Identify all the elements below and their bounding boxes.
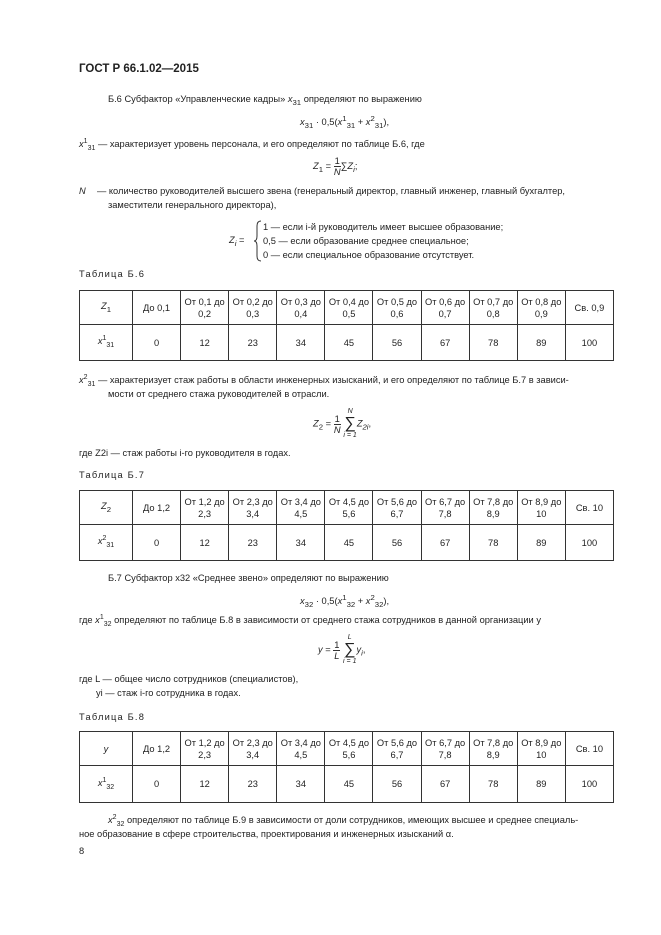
formula-x32: $x_{32} \cdot 0,5(x^1_{32} + x^2_{32})$, (300, 593, 390, 609)
formula-z1-sum-var: Z (347, 160, 354, 171)
table-cell: 23 (229, 525, 277, 561)
formula-z2-frac (334, 414, 341, 435)
table-cell: От 5,6 до 6,7 (373, 491, 421, 525)
x32-2-desc-1: определяют по таблице Б.9 в зависимости от доли сотрудников, имеющих высшее и среднее специаль- (126, 815, 579, 826)
table-cell: От 2,3 до 3,4 (229, 491, 277, 525)
table-b8-head-y: y (80, 732, 133, 766)
table-b8-row-1 (80, 732, 614, 766)
formula-x32-b-sup: 2 (370, 593, 375, 602)
table-cell: 56 (373, 325, 421, 361)
zi-lhs-sub: i (234, 238, 237, 248)
table-cell: 12 (181, 325, 229, 361)
formula-z2-lhs-sub: 2 (318, 422, 323, 432)
x31-2-line: $x^2_{31}$ — характеризует стаж работы в области инженерных изысканий, и его определяют по таблице Б.7 в зависи- (79, 374, 569, 388)
x32-1-line: где $x^1_{32}$ определяют по таблице Б.8 в зависимости от среднего стажа сотрудников в данной организации y (79, 614, 541, 628)
formula-y-sum-bottom: i = 1 (343, 658, 357, 665)
formula-z2-num: 1 (334, 413, 340, 424)
formula-z2-sum-var: Z (356, 418, 363, 429)
table-cell: От 0,2 до 0,3 (229, 291, 277, 325)
b6-intro-line (108, 94, 422, 107)
formula-x32-lhs-sub: 32 (304, 599, 314, 609)
table-cell: От 1,2 до 2,3 (181, 732, 229, 766)
x31-1-desc: — характеризует уровень персонала, и его определяют по таблице Б.6, где (97, 139, 425, 150)
table-cell: 67 (421, 766, 469, 803)
table-cell: До 0,1 (133, 291, 181, 325)
formula-z2: $Z_2$ = $\frac{1}{N}$ N ∑ $i = 1Z_{2i}$, (313, 408, 372, 439)
table-cell: От 6,7 до 7,8 (421, 491, 469, 525)
table-b7-row-2 (80, 525, 614, 561)
formula-y-sum-var: y (356, 644, 362, 655)
table-cell: До 1,2 (133, 732, 181, 766)
table-cell: От 0,7 до 0,8 (469, 291, 517, 325)
table-b8-head-x132: $x^1_{32}$ (80, 766, 133, 803)
n-desc-2: заместители генерального директора), (108, 200, 277, 210)
table-cell: От 0,6 до 0,7 (421, 291, 469, 325)
formula-z1-num: 1 (334, 156, 340, 166)
formula-z1-lhs: Z (313, 160, 319, 171)
table-cell: Св. 10 (565, 732, 613, 766)
formula-y-sum-sub: i (361, 648, 363, 658)
table-cell: От 7,8 до 8,9 (469, 732, 517, 766)
formula-y-sum: L ∑ i = 1 (343, 634, 357, 665)
table-cell: 78 (469, 325, 517, 361)
table-cell: От 8,9 до 10 (517, 732, 565, 766)
x32-1-prefix: где (79, 615, 93, 626)
b6-intro-text: Б.6 Субфактор «Управленческие кадры» (108, 94, 286, 104)
yi-desc: yi — стаж i-го сотрудника в годах. (96, 688, 241, 698)
table-b8 (79, 731, 614, 803)
table-b6-caption: Таблица Б.6 (79, 269, 146, 279)
table-cell: От 7,8 до 8,9 (469, 491, 517, 525)
formula-z2-sum: N ∑ i = 1 (343, 408, 357, 439)
table-cell: 100 (565, 325, 613, 361)
formula-z2-sum-bottom: i = 1 (343, 432, 357, 439)
table-cell: От 0,4 до 0,5 (325, 291, 373, 325)
formula-x32-b: x (365, 596, 371, 607)
table-cell: 34 (277, 525, 325, 561)
formula-x31-b-sub: 31 (374, 120, 384, 130)
zi-case-1: 1 — если i-й руководитель имеет высшее образование; (263, 222, 504, 232)
table-cell: 100 (565, 525, 613, 561)
formula-x31-lhs: x (300, 117, 305, 128)
table-cell: 23 (229, 325, 277, 361)
page-header-title: ГОСТ Р 66.1.02—2015 (79, 63, 199, 75)
formula-y-lhs: y (318, 644, 323, 655)
formula-x31-lhs-sub: 31 (304, 120, 314, 130)
l-desc: где L — общее число сотрудников (специалистов), (79, 674, 299, 684)
table-cell: От 0,8 до 0,9 (517, 291, 565, 325)
formula-y-sum-top: L (347, 634, 352, 641)
zi-case-2: 0,5 — если образование среднее специальное; (263, 236, 469, 246)
table-cell: 45 (325, 525, 373, 561)
brace-icon (253, 220, 263, 262)
table-cell: 0 (133, 325, 181, 361)
table-cell: От 0,3 до 0,4 (277, 291, 325, 325)
table-cell: 0 (133, 525, 181, 561)
b7-intro: Б.7 Субфактор x32 «Среднее звено» определяют по выражению (108, 573, 389, 583)
table-cell: 78 (469, 766, 517, 803)
formula-z2-sum-sub: 2i (362, 422, 369, 432)
table-cell: 34 (277, 766, 325, 803)
formula-z2-sum-top: N (347, 408, 353, 415)
formula-x32-b-sub: 32 (374, 599, 384, 609)
formula-x32-lhs: x (300, 596, 305, 607)
formula-x32-a-sup: 1 (342, 593, 347, 602)
table-b7-head-x231: $x^2_{31}$ (80, 525, 133, 561)
table-cell: От 1,2 до 2,3 (181, 491, 229, 525)
formula-y: y = $\frac{1}{L}$ L ∑ $i = 1y_i$, (318, 634, 366, 665)
table-b7-caption: Таблица Б.7 (79, 470, 146, 480)
table-cell: 45 (325, 325, 373, 361)
table-cell: 34 (277, 325, 325, 361)
table-b6-row-2 (80, 325, 614, 361)
table-b6-head-x131: $x^1_{31}$ (80, 325, 133, 361)
formula-x31-op: · 0,5 (315, 117, 335, 128)
table-b7-head-z2: $Z_2$ (80, 491, 133, 525)
formula-x31: $x_{31} \cdot 0,5(x^1_{31} + x^2_{31})$, (300, 114, 390, 130)
formula-x31-a: x (337, 117, 343, 128)
table-cell: 56 (373, 766, 421, 803)
table-cell: От 6,7 до 7,8 (421, 732, 469, 766)
x31-2-desc-1: — характеризует стаж работы в области инженерных изысканий, и его определяют по таблице Б.7 в зависи- (97, 375, 569, 386)
n-desc-1: — количество руководителей высшего звена (генеральный директор, главный инженер, главный бухгалтер, (97, 186, 566, 196)
table-cell: От 8,9 до 10 (517, 491, 565, 525)
table-cell: 0 (133, 766, 181, 803)
formula-x31-a-sub: 31 (346, 120, 356, 130)
table-cell: 12 (181, 766, 229, 803)
table-cell: 78 (469, 525, 517, 561)
table-cell: 56 (373, 525, 421, 561)
formula-y-num: 1 (334, 639, 340, 650)
formula-y-den: L (334, 650, 340, 661)
formula-z1-den: N (333, 167, 341, 177)
table-cell: От 3,4 до 4,5 (277, 491, 325, 525)
table-cell: От 5,6 до 6,7 (373, 732, 421, 766)
table-b6-head-z1: $Z_1$ (80, 291, 133, 325)
table-b6-row-1 (80, 291, 614, 325)
table-cell: Св. 0,9 (565, 291, 613, 325)
table-cell: От 0,5 до 0,6 (373, 291, 421, 325)
formula-x31-a-sup: 1 (342, 114, 347, 123)
table-cell: От 4,5 до 5,6 (325, 732, 373, 766)
x31-1-line: $x^1_{31}$ — характеризует уровень персонала, и его определяют по таблице Б.6, где (79, 138, 425, 152)
zi-lhs: $Z_i$ = (229, 235, 245, 248)
formula-z1-frac (334, 156, 341, 177)
page-number: 8 (79, 846, 85, 856)
formula-x32-a-sub: 32 (346, 599, 356, 609)
table-cell: От 4,5 до 5,6 (325, 491, 373, 525)
b6-intro-var: x (287, 94, 293, 104)
table-cell: 89 (517, 525, 565, 561)
table-b8-row-2 (80, 766, 614, 803)
x32-1-desc: определяют по таблице Б.8 в зависимости от среднего стажа сотрудников в данной организации y (114, 615, 541, 626)
formula-x32-a: x (337, 596, 343, 607)
formula-x32-op: · 0,5 (315, 596, 335, 607)
table-b7 (79, 490, 614, 561)
table-cell: 100 (565, 766, 613, 803)
formula-z2-den: N (333, 424, 341, 435)
table-cell: 89 (517, 325, 565, 361)
table-cell: От 3,4 до 4,5 (277, 732, 325, 766)
formula-x31-b: x (365, 117, 371, 128)
table-cell: 23 (229, 766, 277, 803)
table-cell: 89 (517, 766, 565, 803)
zi-case-3: 0 — если специальное образование отсутствует. (263, 250, 475, 260)
x32-2-desc-2: ное образование в сфере строительства, проектирования и инженерных изысканий α. (79, 829, 454, 839)
table-cell: 45 (325, 766, 373, 803)
formula-z2-lhs: Z (313, 418, 319, 429)
table-cell: Св. 10 (565, 491, 613, 525)
formula-y-frac (333, 640, 340, 661)
table-cell: До 1,2 (133, 491, 181, 525)
table-b7-row-1 (80, 491, 614, 525)
z2i-desc: где Z2i — стаж работы i-го руководителя в годах. (79, 448, 291, 458)
b6-intro-var-sub: 31 (292, 97, 302, 107)
x32-2-line: $x^2_{32}$ определяют по таблице Б.9 в зависимости от доли сотрудников, имеющих высшее и среднее специаль- (108, 814, 579, 828)
zi-lhs-var: Z (229, 235, 235, 245)
table-cell: От 0,1 до 0,2 (181, 291, 229, 325)
table-b8-caption: Таблица Б.8 (79, 712, 146, 722)
table-cell: От 2,3 до 3,4 (229, 732, 277, 766)
table-cell: 67 (421, 325, 469, 361)
formula-z1-sum-sub: i (353, 164, 355, 174)
table-cell: 12 (181, 525, 229, 561)
table-b6 (79, 290, 614, 361)
formula-z1-lhs-sub: 1 (318, 164, 323, 174)
formula-z1: $Z_1$ = $\frac{1}{N}$ $\sum Z_i$; (313, 156, 358, 177)
b6-intro-tail: определяют по выражению (303, 94, 422, 104)
n-label: N (79, 186, 86, 196)
formula-x31-b-sup: 2 (370, 114, 375, 123)
x31-2-desc-2: мости от среднего стажа руководителей в отрасли. (108, 389, 330, 399)
table-cell: 67 (421, 525, 469, 561)
